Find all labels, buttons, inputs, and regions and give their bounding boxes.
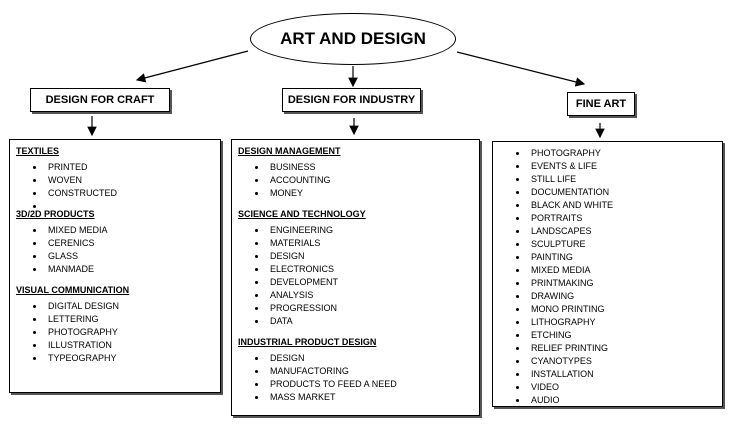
- list-item: PAINTING: [499, 251, 716, 264]
- list-item: LANDSCAPES: [499, 225, 716, 238]
- list-item: BUSINESS: [238, 161, 473, 174]
- list-item: MONEY: [238, 187, 473, 200]
- category-title: DESIGN FOR INDUSTRY: [287, 94, 416, 106]
- list-item: ACCOUNTING: [238, 174, 473, 187]
- list-item: AUDIO: [499, 394, 716, 407]
- list-item: CONSTRUCTED: [16, 187, 214, 200]
- category-design-for-craft: [30, 88, 170, 112]
- list-item: DRAWING: [499, 290, 716, 303]
- list-item: CYANOTYPES: [499, 355, 716, 368]
- list-item: DIGITAL DESIGN: [16, 300, 214, 313]
- list-item: PORTRAITS: [499, 212, 716, 225]
- section-heading: SCIENCE AND TECHNOLOGY: [238, 209, 366, 219]
- list-item: LETTERING: [16, 313, 214, 326]
- list-item: LITHOGRAPHY: [499, 316, 716, 329]
- section-heading: DESIGN MANAGEMENT: [238, 146, 341, 156]
- list-item: MIXED MEDIA: [16, 224, 214, 237]
- category-title: FINE ART: [575, 98, 627, 110]
- category-design-for-industry: [282, 88, 421, 112]
- section-heading: VISUAL COMMUNICATION: [16, 285, 130, 295]
- list-item: ETCHING: [499, 329, 716, 342]
- list-item: EVENTS & LIFE: [499, 160, 716, 173]
- list-item: PRINTED: [16, 161, 214, 174]
- list-item: PRINTMAKING: [499, 277, 716, 290]
- list-item: ILLUSTRATION: [16, 339, 214, 352]
- list-item: DEVELOPMENT: [238, 276, 473, 289]
- craft-list-box: [9, 139, 221, 393]
- list-item: PHOTOGRAPHY: [499, 147, 716, 160]
- list-item: MONO PRINTING: [499, 303, 716, 316]
- category-title: DESIGN FOR CRAFT: [45, 94, 155, 106]
- list-item: ELECTRONICS: [238, 263, 473, 276]
- list-item: DATA: [238, 315, 473, 328]
- list-item: TYPEOGRAPHY: [16, 352, 214, 365]
- section-list: [499, 147, 716, 407]
- list-item: CERENICS: [16, 237, 214, 250]
- list-item: DOCUMENTATION: [499, 186, 716, 199]
- list-item: GLASS: [16, 250, 214, 263]
- list-item: INSTALLATION: [499, 368, 716, 381]
- root-title: ART AND DESIGN: [280, 29, 426, 48]
- section-list: [16, 161, 214, 200]
- fineart-list-box: [492, 141, 723, 407]
- list-item: DESIGN: [238, 352, 473, 365]
- list-item: BLACK AND WHITE: [499, 199, 716, 212]
- root-node: [250, 13, 456, 65]
- section-list: [238, 352, 473, 404]
- list-item: MANMADE: [16, 263, 214, 276]
- industry-list-box: [231, 139, 480, 416]
- section-list: [238, 161, 473, 200]
- list-item: MANUFACTORING: [238, 365, 473, 378]
- section-list: [16, 224, 214, 276]
- list-item: RELIEF PRINTING: [499, 342, 716, 355]
- arrow-root-to-craft: [137, 51, 248, 80]
- section-list: [238, 224, 473, 328]
- list-item: PHOTOGRAPHY: [16, 326, 214, 339]
- list-item: DESIGN: [238, 250, 473, 263]
- list-item: STILL LIFE: [499, 173, 716, 186]
- arrow-root-to-fineart: [457, 52, 584, 84]
- section-heading: INDUSTRIAL PRODUCT DESIGN: [238, 337, 377, 347]
- list-item: MASS MARKET: [238, 391, 473, 404]
- list-item: PRODUCTS TO FEED A NEED: [238, 378, 473, 391]
- section-list: [16, 300, 214, 365]
- list-item: MATERIALS: [238, 237, 473, 250]
- list-item: PROGRESSION: [238, 302, 473, 315]
- list-item: MIXED MEDIA: [499, 264, 716, 277]
- list-item: ANALYSIS: [238, 289, 473, 302]
- section-heading: 3D/2D PRODUCTS: [16, 209, 95, 219]
- category-fine-art: [567, 92, 635, 116]
- list-item: ENGINEERING: [238, 224, 473, 237]
- list-item: WOVEN: [16, 174, 214, 187]
- list-item: VIDEO: [499, 381, 716, 394]
- section-heading: TEXTILES: [16, 146, 60, 156]
- list-item: SCULPTURE: [499, 238, 716, 251]
